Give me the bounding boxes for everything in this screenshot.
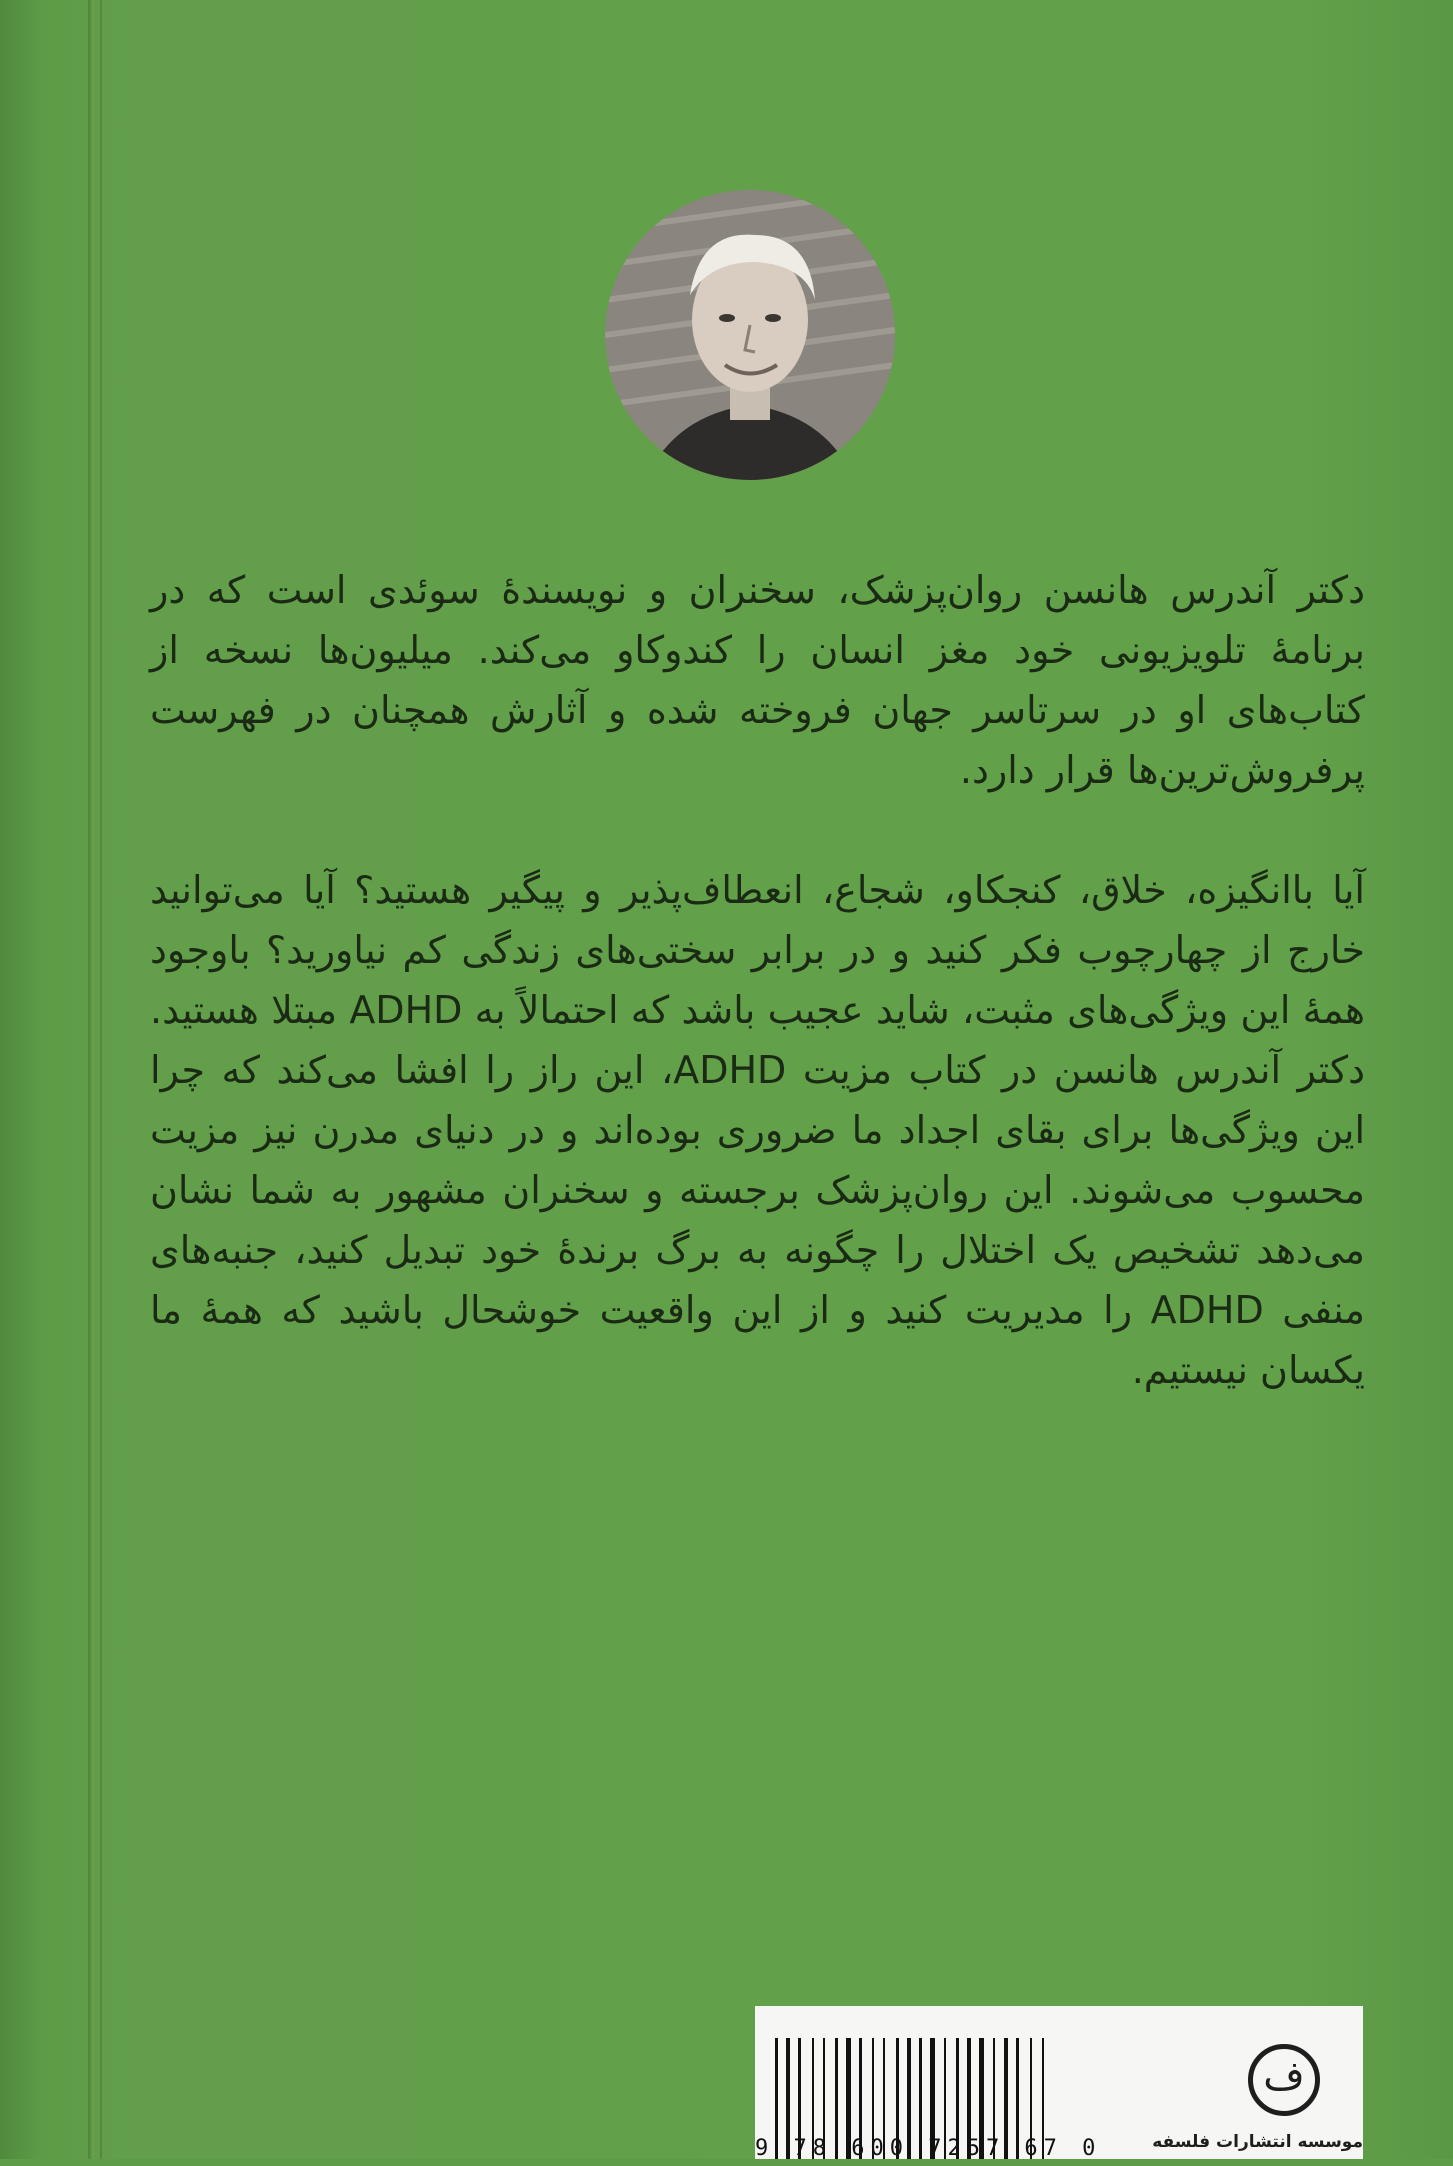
author-portrait: [605, 190, 895, 480]
spine-hinge: [88, 0, 94, 2159]
publisher-logo: [1152, 2006, 1363, 2159]
book-description: آیا باانگیزه، خلاق، کنجکاو، شجاع، انعطاف‌پذیر و پیگیر هستید؟ آیا می‌توانید خارج از چهارچوب فکر کنید و در برابر سختی‌های زندگی کم نیاورید؟ باوجود همهٔ این ویژگی‌های مثبت، شاید عجیب باشد که احتمالاً به ADHD مبتلا هستید. دکتر آندرس هانسن در کتاب مزیت ADHD، این راز را افشا می‌کند که چرا این ویژگی‌ها برای بقای اجداد ما ضروری بوده‌اند و در دنیای مدرن نیز مزیت محسوب می‌شوند. این روان‌پزشک برجسته و سخنران مشهور به شما نشان می‌دهد تشخیص یک اختلال را چگونه به برگ برندهٔ خود تبدیل کنید، جنبه‌های منفی ADHD را مدیریت کنید و از این واقعیت خوشحال باشید که همهٔ ما یکسان نیستیم.: [150, 868, 1366, 1392]
publisher-name: موسسه انتشارات فلسفه: [1152, 2132, 1363, 2152]
author-bio: دکتر آندرس هانسن روان‌پزشک، سخنران و نویسندهٔ سوئدی است که در برنامهٔ تلویزیونی خود مغز انسان را کندوکاو می‌کند. میلیون‌ها نسخه از کتاب‌های او در سرتاسر جهان فروخته شده و آثارش همچنان در فهرست پرفروش‌ترین‌ها قرار دارد.: [150, 568, 1365, 792]
barcode-panel: [755, 2006, 1363, 2159]
spine-crease: [100, 0, 102, 2159]
isbn-digits: 9 78 600 7257 67 0: [755, 2136, 1102, 2161]
publisher-logo-glyph: ف: [1263, 2053, 1305, 2099]
